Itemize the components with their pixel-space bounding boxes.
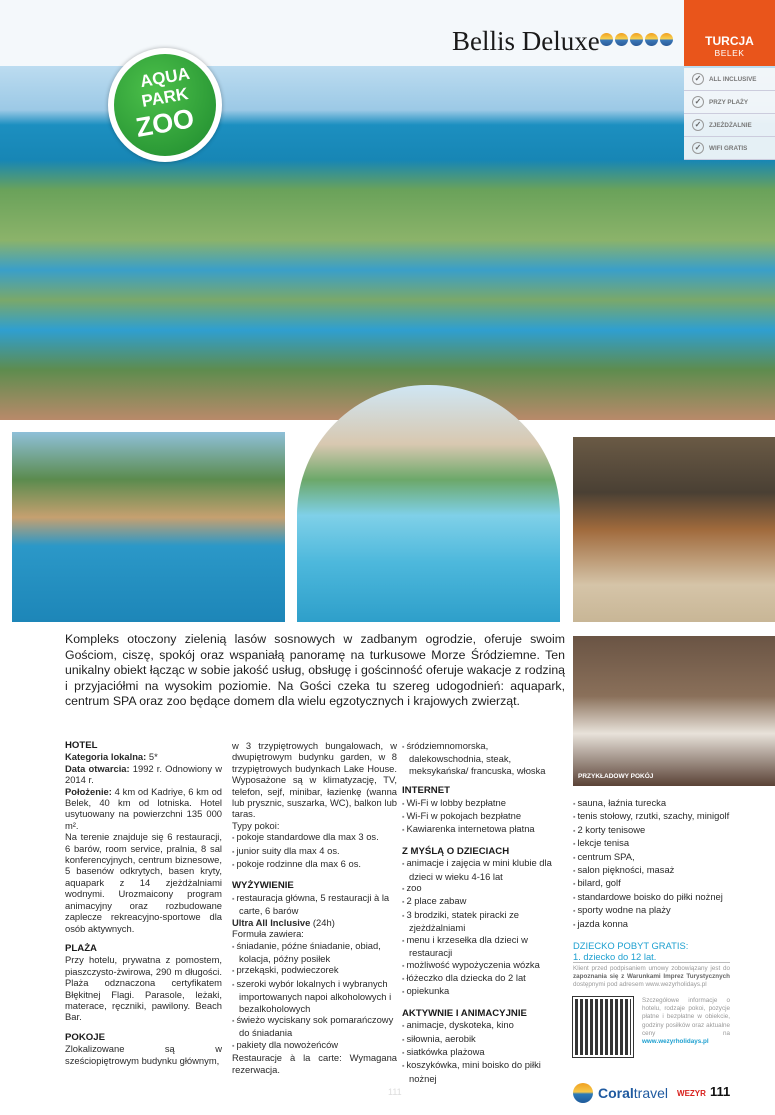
list-item: ▪ zoo <box>402 882 565 895</box>
list-item: ▪ bilard, golf <box>573 877 733 890</box>
list-item: ▪ sauna, łaźnia turecka <box>573 797 733 810</box>
star-icon <box>630 33 643 46</box>
website-link[interactable]: www.wezyrholidays.pl <box>642 1038 709 1046</box>
legal-text: dostępnymi pod adresem www.wezyrholidays.pl <box>573 981 707 988</box>
badge <box>684 91 775 114</box>
logo-text: PARK <box>140 84 190 111</box>
star-icon <box>660 33 673 46</box>
list-item: ▪ standardowe boisko do piłki nożnej <box>573 891 733 904</box>
label: Data otwarcia: <box>65 762 130 774</box>
section-heading: HOTEL <box>65 740 98 751</box>
section-heading: POKOJE <box>65 1031 105 1043</box>
column-1 <box>65 740 222 1066</box>
list-item: ▪ menu i krzesełka dla dzieci w restauracji <box>402 934 565 959</box>
section-heading: AKTYWNIE I ANIMACYJNIE <box>402 1007 527 1019</box>
alacarte-note: Restauracje à la carte: Wymagana rezerwacja. <box>232 1052 397 1075</box>
badge <box>684 137 775 160</box>
list-item: ▪ Wi-Fi w pokojach bezpłatne <box>402 810 565 823</box>
list-item: ▪ 2 place zabaw <box>402 895 565 908</box>
column-2 <box>232 740 397 1075</box>
list-item: ▪ opiekunka <box>402 985 565 998</box>
logo-text: ZOO <box>133 103 197 143</box>
value: 4 km od Kadriye, 6 km od Belek, 40 km od lotniska. Hotel usytuowany na powierzchni 135 000 m². <box>65 785 222 831</box>
brand-logos <box>573 1083 706 1103</box>
label: Typy pokoi: <box>232 819 280 831</box>
list-item: ▪ Wi-Fi w lobby bezpłatne <box>402 797 565 810</box>
list-item: ▪ szeroki wybór lokalnych i wybranych importowanych napoi alkoholowych i bezalkoholowych <box>232 978 397 1014</box>
list-item: ▪ animacje, dyskoteka, kino <box>402 1019 565 1032</box>
section-heading: WYŻYWIENIE <box>232 880 294 892</box>
section-heading: Z MYŚLĄ O DZIECIACH <box>402 845 510 857</box>
list-item: ▪ koszykówka, mini boisko do piłki nożnej <box>402 1059 565 1084</box>
column-3 <box>402 740 565 1084</box>
list-item: ▪ śniadanie, późne śniadanie, obiad, kolacja, późny posiłek <box>232 940 397 965</box>
destination-box <box>684 0 775 66</box>
child-free-title: DZIECKO POBYT GRATIS: <box>573 940 689 952</box>
feature-badges <box>684 68 775 160</box>
list-item: ▪ 3 brodziki, statek piracki ze zjeżdżalniami <box>402 909 565 934</box>
check-icon: ✓ <box>692 119 704 131</box>
check-icon: ✓ <box>692 73 704 85</box>
hotel-description: Na terenie znajduje się 6 restauracji, 6 barów, room service, pralnia, 8 sal konferencyjnych, centrum biznesowe, 5 basenów odkrytych, basen kryty, aquapark z 14 zjeżdżalniami wodnymi. Urozmaicony program animacyjny oraz rozbudowane zaplecze rekreacyjno-sportowe dla osób aktywnych. <box>65 831 222 934</box>
list-item: ▪ przekąski, podwieczorek <box>232 964 397 977</box>
check-icon: ✓ <box>692 142 704 154</box>
list-item: ▪ jazda konna <box>573 918 733 931</box>
photo-caption: PRZYKŁADOWY POKÓJ <box>578 773 654 780</box>
label: Ultra All Inclusive <box>232 916 311 928</box>
details-note <box>642 997 730 1046</box>
country: TURCJA <box>705 34 754 48</box>
label: Formuła zawiera: <box>232 928 304 940</box>
hero-photo-aquapark <box>0 0 775 420</box>
list-item: ▪ pokoje rodzinne dla max 6 os. <box>232 858 397 871</box>
list-item: ▪ restauracja główna, 5 restauracji à la carte, 6 barów <box>232 892 397 917</box>
badge-label: PRZY PLAŻY <box>709 98 749 106</box>
check-icon: ✓ <box>692 96 704 108</box>
child-free-text: 1. dziecko do 12 lat. <box>573 951 657 963</box>
section-heading: PLAŻA <box>65 942 97 954</box>
list-item: ▪ lekcje tenisa <box>573 837 733 850</box>
legal-link[interactable]: zapoznania się z Warunkami Imprez Turystycznych <box>573 973 730 980</box>
list-item: ▪ pokoje standardowe dla max 3 os. <box>232 831 397 844</box>
list-item: ▪ tenis stołowy, rzutki, szachy, minigolf <box>573 810 733 823</box>
badge <box>684 114 775 137</box>
legal-note <box>573 962 730 989</box>
list-item: ▪ łóżeczko dla dziecka do 2 lat <box>402 972 565 985</box>
label: Kategoria lokalna: <box>65 751 147 763</box>
section-heading: INTERNET <box>402 785 450 797</box>
star-icon <box>645 33 658 46</box>
label: Położenie: <box>65 785 112 797</box>
hotel-title: Bellis Deluxe <box>452 26 600 56</box>
details-text: Szczegółowe informacje o hotelu, rodzaje pokoi, pozycje płatne i bezpłatne w obiekcie, godziny posiłków oraz aktualne ceny na <box>642 997 730 1037</box>
list-item: ▪ sporty wodne na plaży <box>573 904 733 917</box>
list-item: ▪ śródziemnomorska, dalekowschodnia, steak, meksykańska/ francuska, włoska <box>402 740 565 776</box>
list-item: ▪ salon piękności, masaż <box>573 864 733 877</box>
coraltravel-logo: Coraltravel <box>598 1085 669 1101</box>
ghost-page-number: 111 <box>388 1087 402 1097</box>
list-item: ▪ pakiety dla nowożeńców <box>232 1039 397 1052</box>
list-item: ▪ 2 korty tenisowe <box>573 824 733 837</box>
star-icon <box>600 33 613 46</box>
badge <box>684 68 775 91</box>
list-item: ▪ możliwość wypożyczenia wózka <box>402 959 565 972</box>
room-types <box>232 831 397 871</box>
list-item: ▪ siłownia, aerobik <box>402 1033 565 1046</box>
logo-text: AQUA <box>138 63 192 92</box>
rooms-text-cont: w 3 trzypiętrowych bungalowach, w dwupiętrowym budynku garden, w 8 trzypiętrowych budynkach Lake House. Wyposażone są w klimatyzację, TV, telefon, sejf, minibar, łazienkę (wanna lub prysznic, suszarka, WC), balkon lub taras. <box>232 740 397 820</box>
value: 5* <box>146 751 158 763</box>
badge-label: ALL INCLUSIVE <box>709 75 757 83</box>
value: (24h) <box>310 916 335 928</box>
wezyr-logo: WEZYR <box>677 1088 706 1098</box>
photo-waterslides <box>297 385 560 622</box>
value: 1992 r. Odnowiony w 2014 r. <box>65 762 222 786</box>
photo-horses <box>573 437 775 622</box>
list-item: ▪ junior suity dla max 4 os. <box>232 845 397 858</box>
rooms-text: Zlokalizowane są w sześciopiętrowym budynku głównym, <box>65 1043 222 1066</box>
coral-sun-icon <box>573 1083 593 1103</box>
list-item: ▪ Kawiarenka internetowa płatna <box>402 823 565 836</box>
badge-label: ZJEŻDŻALNIE <box>709 121 752 129</box>
star-icon <box>615 33 628 46</box>
star-rating <box>600 33 673 46</box>
photo-resort-aerial <box>12 432 285 622</box>
list-item: ▪ animacje i zajęcia w mini klubie dla dzieci w wieku 4-16 lat <box>402 857 565 882</box>
badge-label: WIFI GRATIS <box>709 144 748 152</box>
photo-room <box>573 636 775 786</box>
beach-text: Przy hotelu, prywatna z pomostem, piaszczysto-żwirowa, 290 m długości. Plaża odznaczona certyfikatem Błękitnej Flagi. Parasole, leżaki, materace, ręczniki, pawilony. Beach Bar. <box>65 954 222 1023</box>
list-item: ▪ siatkówka plażowa <box>402 1046 565 1059</box>
list-item: ▪ centrum SPA, <box>573 851 733 864</box>
intro-text: Kompleks otoczony zielenią lasów sosnowych w zadbanym ogrodzie, oferuje swoim Gościom, ciszę, spokój oraz wspaniałą panoramę na turkusowe Morze Śródziemne. Ten unikalny obiekt łącząc w sobie jakość usług, obsługę i gościnność oferuje wakacje z rodziną i przyjaciółmi na wysokim poziomie. Na Gości czeka tu szereg udogodnień: aquapark, centrum SPA oraz zoo będące domem dla wielu egzotycznych i krajowych zwierząt. <box>65 632 565 709</box>
qr-code[interactable] <box>573 997 633 1057</box>
region: BELEK <box>714 48 745 58</box>
list-item: ▪ świeżo wyciskany sok pomarańczowy do śniadania <box>232 1014 397 1039</box>
column-4 <box>573 797 733 963</box>
aquapark-zoo-logo <box>108 48 222 162</box>
page-number: 111 <box>710 1084 731 1099</box>
legal-text: Klient przed podpisaniem umowy zobowiązany jest do <box>573 965 730 972</box>
